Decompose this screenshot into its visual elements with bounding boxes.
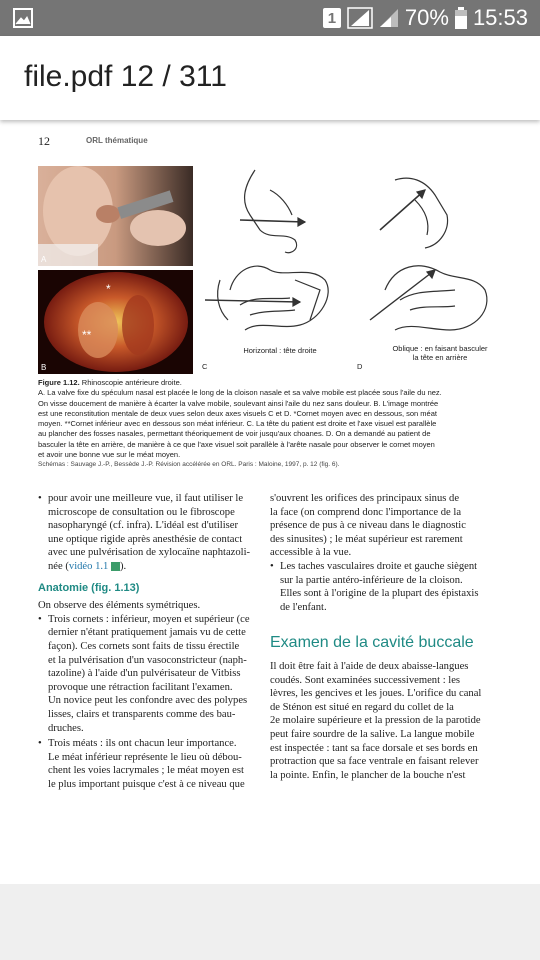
- caption-line: On visse doucement de manière à écarter la valve mobile, soulevant ainsi l'aile du nez sans douleur. B. L'image montrée: [38, 398, 439, 408]
- caption-line: est une reconstitution mentale de deux vues selon deux axes visuels C et D. *Cornet moyen avec en dessous, son méat: [38, 408, 437, 418]
- text-line: une optique rigide après anesthésie de contact: [48, 533, 243, 545]
- text-line: de l'enfant.: [280, 601, 327, 613]
- diagram-c: [200, 160, 350, 376]
- text-line: Elles sont à l'origine de la plupart des épistaxis: [280, 588, 479, 600]
- text-line: est inspectée : tant sa face dorsale et ses bords en: [270, 742, 478, 754]
- text-line: • pour avoir une meilleure vue, il faut utiliser le: [48, 493, 244, 504]
- text-line: peut faire sourdre de la salive. La langue mobile: [270, 728, 475, 740]
- text-line: microscope de consultation ou le fibroscope: [48, 506, 235, 518]
- battery-icon: [455, 7, 467, 29]
- text-line: avec une pulvérisation de xylocaïne naphtazoli-: [48, 547, 251, 559]
- image-notification-icon: [12, 7, 34, 29]
- page-number: 12: [38, 134, 50, 148]
- list-item: [38, 737, 254, 791]
- marker-inferior-turbinate: **: [82, 328, 92, 342]
- pdf-page[interactable]: [0, 120, 540, 884]
- text-line: • Les taches vasculaires droite et gauche siègent: [280, 560, 478, 572]
- battery-percent: 70%: [404, 5, 449, 30]
- text-line: 2e molaire supérieure et la pression de la parotide: [270, 715, 481, 727]
- caption-line: basculer la tête en arrière, de manière à ce que l'axe visuel soit parallèle à l'arête nasale pour observer le cornet moyen: [38, 439, 435, 449]
- caption-title-rest: Rhinoscopie antérieure droite.: [81, 378, 182, 387]
- text-line: • Trois méats : ils ont chacun leur importance.: [48, 738, 237, 750]
- text-fragment: née (: [48, 560, 69, 572]
- diagram-d-label-line2: la tête en arrière: [412, 353, 468, 362]
- text-line: s'ouvrent les orifices des principaux sinus de: [270, 493, 460, 504]
- text-line: Le méat inférieur représente le lieu où débou-: [48, 751, 242, 763]
- figure-caption: [38, 378, 498, 471]
- text-line: • Trois cornets : inférieur, moyen et supérieur (ce: [48, 613, 250, 625]
- anatomy-intro: On observe des éléments symétriques.: [38, 600, 201, 612]
- text-line: dernier n'étant pratiquement jamais vu de cette: [48, 627, 246, 639]
- text-line: Un novice peut les confondre avec des polypes: [48, 695, 248, 707]
- caption-line: au plancher des fosses nasales, permettant théoriquement de voir jusqu'aux choanes. D. On a demandé au patient de: [38, 429, 431, 439]
- text-line: chent les voies lacrymales ; le méat moyen est: [48, 765, 244, 777]
- text-line: coudés. Sont examinées successivement : les: [270, 674, 461, 686]
- text-line: présence de pus à ce niveau dans le diagnostic: [270, 520, 466, 532]
- viewer-background: [0, 884, 540, 960]
- caption-source: Schémas : Sauvage J.-P., Bessède J.-P. Révision accélérée en ORL. Paris : Maloine, 1997, p. 12 (fig. 6).: [38, 461, 340, 469]
- text-fragment: ).: [119, 560, 127, 572]
- text-line: Il doit être fait à l'aide de deux abaisse-langues: [270, 660, 469, 672]
- text-line: le plus important puisque c'est à ce niveau que: [48, 778, 245, 790]
- panel-label-b: B: [41, 363, 47, 372]
- text-line: provoque une rétraction facilitant l'examen.: [48, 681, 233, 693]
- text-line: de Sténon est situé en regard du collet de la: [270, 701, 454, 713]
- list-item: [38, 613, 254, 735]
- caption-line: moyen. **Cornet inférieur avec en dessous son méat inférieur. C. La tête du patient est droite et l'axe visuel est parallèle: [38, 419, 437, 429]
- left-column: [38, 492, 254, 793]
- text-line: lisses, clairs et transparents comme des bau-: [48, 708, 236, 720]
- photo-b: [38, 270, 193, 374]
- caption-title: Figure 1.12.: [38, 378, 80, 387]
- list-item: [38, 492, 254, 574]
- right-column: [270, 492, 484, 782]
- text-line: tazoline) à l'aide d'un pulvérisateur de Vitbiss: [48, 668, 241, 680]
- text-line: sur la partie antéro-inférieure de la cloison.: [280, 574, 463, 586]
- diagram-d-image: [355, 160, 505, 360]
- diagram-c-image: [200, 160, 350, 360]
- anatomy-heading: Anatomie (fig. 1.13): [38, 581, 140, 594]
- video-link[interactable]: vidéo 1.1: [68, 560, 109, 572]
- app-bar: [0, 36, 540, 120]
- paragraph: [270, 660, 484, 782]
- panel-label-c: C: [202, 362, 208, 371]
- paragraph: [270, 492, 484, 560]
- text-line: protraction que sa face ventrale en faisant relever: [270, 756, 479, 768]
- video-icon[interactable]: [111, 562, 120, 571]
- status-bar: [0, 0, 540, 36]
- text-line: druches.: [48, 722, 84, 734]
- caption-line: A. La valve fixe du spéculum nasal est placée le long de la cloison nasale et sa valve mobile est placée sous l'aile du nez.: [38, 388, 442, 398]
- diagram-c-label: Horizontal : tête droite: [243, 346, 317, 355]
- text-line: accessible à la vue.: [270, 547, 352, 559]
- sim-indicator: 1: [323, 8, 341, 28]
- text-line: et la pulvérisation d'un vasoconstricteur (naph-: [48, 654, 247, 666]
- photo-a: [38, 166, 193, 266]
- document-title: file.pdf 12 / 311: [24, 60, 227, 93]
- text-line: des sinusites) ; le méat supérieur est rarement: [270, 533, 463, 545]
- text-line: lèvres, les gencives et les joues. L'orifice du canal: [270, 688, 482, 700]
- section-heading: Examen de la cavité buccale: [270, 634, 474, 652]
- photo-b-image: [38, 270, 193, 374]
- text-line: la pointe. Enfin, le plancher de la bouche n'est: [270, 769, 466, 781]
- panel-label-d: D: [357, 362, 363, 371]
- diagram-d-label-line1: Oblique : en faisant basculer: [392, 344, 488, 353]
- signal-icon: [347, 7, 373, 29]
- panel-label-a: A: [41, 255, 47, 264]
- running-title: ORL thématique: [86, 136, 148, 145]
- text-line: façon). Ces cornets sont faits de tissu érectile: [48, 640, 240, 652]
- photo-a-image: [38, 166, 193, 266]
- list-item: [270, 560, 484, 614]
- text-line: la face (on comprend donc l'importance de la: [270, 506, 462, 518]
- diagram-d: [355, 160, 505, 376]
- signal-icon-secondary: [379, 7, 399, 29]
- marker-middle-turbinate: *: [106, 282, 111, 296]
- clock: 15:53: [472, 5, 528, 30]
- caption-line: et avoir une bonne vue sur le méat moyen.: [38, 450, 181, 460]
- text-line: nasopharyngé (cf. infra). L'idéal est d'utiliser: [48, 520, 239, 532]
